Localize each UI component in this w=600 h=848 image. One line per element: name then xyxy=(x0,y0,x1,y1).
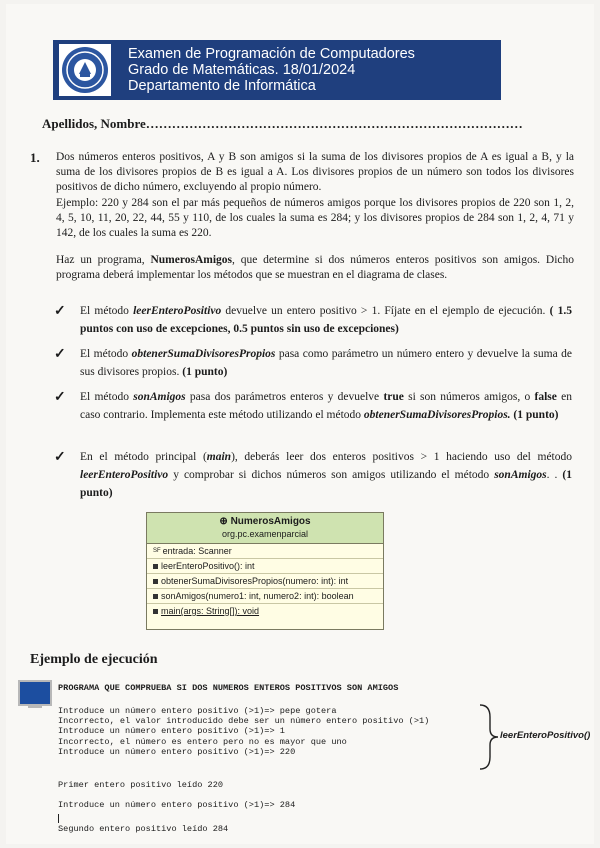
text-cursor xyxy=(58,814,59,823)
name-field-line: Apellidos, Nombre…………………………………………………………………………… xyxy=(42,116,523,131)
requirement-item: En el método principal (main), deberás leer dos enteros positivos > 1 haciendo uso del método leerEnteroPositivo y comprobar si dichos números son amigos utilizando el método sonAmigos. . (1 punto) xyxy=(80,451,573,499)
class-icon: ⊕ xyxy=(219,516,231,527)
requirement-item: El método obtenerSumaDivisoresPropios pasa como parámetro un número entero y devuelve la suma de sus divisores propios. (1 punto) xyxy=(80,348,572,378)
uml-method: main(args: String[]): void xyxy=(147,604,383,618)
uml-class-diagram xyxy=(146,512,384,630)
points-text: (1 punto) xyxy=(182,366,228,378)
checkmark-icon: ✓ xyxy=(54,450,66,465)
uml-method: leerEnteroPositivo(): int xyxy=(147,559,383,574)
method-icon xyxy=(153,609,158,614)
method-name: sonAmigos xyxy=(494,469,547,481)
uml-field: $^{SF}$ entrada: Scanner xyxy=(147,544,383,559)
question-paragraph-2: Ejemplo: 220 y 284 son el par más pequeños de números amigos porque los divisores propios de 220 son 1, 2, 4, 5, 10, 11, 20, 22, 44, 55 y 110, de los cuales la suma es 284; y los divisores propios de 284 son 1, 2, 4, 71 y 142, de los cuales la suma es 220. xyxy=(56,197,574,239)
method-icon xyxy=(153,579,158,584)
uml-method: sonAmigos(numero1: int, numero2: int): boolean xyxy=(147,589,383,604)
uml-method: obtenerSumaDivisoresPropios(numero: int): int xyxy=(147,574,383,589)
checkmark-icon: ✓ xyxy=(54,390,66,405)
console-second-read: Segundo entero positivo leído 284 xyxy=(58,824,229,834)
method-name: leerEnteroPositivo xyxy=(80,469,169,481)
question-number: 1. xyxy=(30,150,40,165)
console-prompt-2: Introduce un número entero positivo (>1)=> 284 xyxy=(58,800,296,810)
console-title: PROGRAMA QUE COMPRUEBA SI DOS NUMEROS ENTEROS POSITIVOS SON AMIGOS xyxy=(58,683,399,693)
method-name: obtenerSumaDivisoresPropios xyxy=(131,348,276,360)
question-paragraph-1: Dos números enteros positivos, A y B son amigos si la suma de los divisores propios de A es igual a B, y la suma de los divisores propios de B es igual a A. Los divisores propios de un número son todos los divisores positivos de dicho número, excluyendo al propio número. xyxy=(56,151,574,193)
points-text: (1 punto) xyxy=(510,409,559,421)
requirement-item: El método sonAmigos pasa dos parámetros enteros y devuelve true si son números amigos, o false en caso contrario. Implementa este método utilizando el método obtenerSumaDivisoresPropios. (1 punto) xyxy=(80,391,573,421)
static-final-marker: SF xyxy=(153,548,161,554)
method-name: obtenerSumaDivisoresPropios. xyxy=(363,409,511,421)
checkmark-icon: ✓ xyxy=(54,347,66,362)
console-icon-stand xyxy=(28,705,42,708)
class-name-bold: NumerosAmigos xyxy=(150,254,233,266)
points-text: (1 punto) xyxy=(80,469,573,499)
points-text: ( 1.5 puntos con uso de excepciones, 0.5 puntos sin uso de excepciones) xyxy=(80,305,572,335)
console-first-read: Primer entero positivo leído 220 xyxy=(58,780,224,790)
exam-title: Examen de Programación de Computadores xyxy=(128,46,415,62)
brace-icon xyxy=(478,703,500,771)
example-title: Ejemplo de ejecución xyxy=(30,652,158,667)
department: Departamento de Informática xyxy=(128,78,316,94)
console-input-block: Introduce un número entero positivo (>1)=> pepe gotera Incorrecto, el valor introducido debe ser un número entero positivo (>1) Introduce un número entero positivo (>1)=> 1 Incorrecto, el número es entero pero no es mayor que uno Introduce un número entero positivo (>1)=> 220 xyxy=(58,706,430,757)
uml-class-header xyxy=(147,513,383,544)
console-icon xyxy=(18,680,52,706)
requirement-item: El método leerEnteroPositivo devuelve un entero positivo > 1. Fíjate en el ejemplo de ejecución. ( 1.5 puntos con uso de excepciones, 0.5 puntos sin uso de excepciones) xyxy=(80,305,572,335)
question-paragraph-3: Haz un programa, NumerosAmigos, que determine si dos números enteros positivos son amigos. Dicho programa deberá implementar los métodos que se muestran en el diagrama de clases. xyxy=(56,254,574,281)
header-banner xyxy=(53,40,501,100)
uml-class-name: NumerosAmigos xyxy=(230,516,311,527)
method-icon xyxy=(153,594,158,599)
university-seal-icon xyxy=(59,44,111,96)
method-icon xyxy=(153,564,158,569)
degree-date: Grado de Matemáticas. 18/01/2024 xyxy=(128,62,356,78)
method-name: sonAmigos xyxy=(133,391,186,403)
uml-package: org.pc.examenparcial xyxy=(221,529,309,539)
brace-label: leerEnteroPositivo() xyxy=(500,730,591,741)
checkmark-icon: ✓ xyxy=(54,304,66,319)
method-name: leerEnteroPositivo xyxy=(133,305,222,317)
